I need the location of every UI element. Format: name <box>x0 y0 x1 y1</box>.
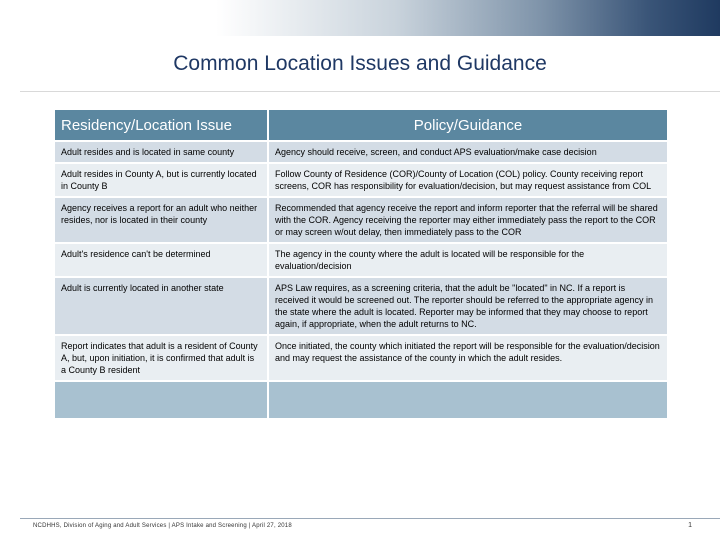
table-row <box>55 278 667 334</box>
table-row <box>55 164 667 196</box>
issue-cell: Report indicates that adult is a resident of County A, but, upon initiation, it is confirmed that adult is a County B resident <box>55 336 267 380</box>
guidance-cell <box>269 382 667 418</box>
footer-divider <box>20 518 720 519</box>
guidance-cell: Agency should receive, screen, and conduct APS evaluation/make case decision <box>269 142 667 162</box>
table-row <box>55 244 667 276</box>
table-row <box>55 198 667 242</box>
page-number: 1 <box>688 522 692 529</box>
issue-cell: Adult resides in County A, but is currently located in County B <box>55 164 267 196</box>
issue-cell: Adult resides and is located in same county <box>55 142 267 162</box>
column-header-issue: Residency/Location Issue <box>55 110 267 140</box>
page-title: Common Location Issues and Guidance <box>173 52 547 75</box>
header-gradient-band <box>0 0 720 36</box>
issue-cell: Agency receives a report for an adult who neither resides, nor is located in their county <box>55 198 267 242</box>
footer-text: NCDHHS, Division of Aging and Adult Services | APS Intake and Screening | April 27, 2018 <box>33 523 292 529</box>
guidance-cell: Once initiated, the county which initiated the report will be responsible for the evaluation/decision and may request the assistance of the county in which the adult resides. <box>269 336 667 380</box>
table-row <box>55 336 667 380</box>
column-header-guidance: Policy/Guidance <box>269 110 667 140</box>
table-row <box>55 142 667 162</box>
guidance-cell: The agency in the county where the adult is located will be responsible for the evaluation/decision <box>269 244 667 276</box>
table-header-row <box>55 110 667 140</box>
issue-cell: Adult's residence can't be determined <box>55 244 267 276</box>
guidance-table <box>53 108 669 420</box>
title-divider <box>20 91 720 92</box>
guidance-cell: APS Law requires, as a screening criteria, that the adult be "located" in NC. If a report is received it would be screened out. The reporter should be referred to the appropriate agency in the state where the adult is located. Reporter may be informed that they may choose to report again, if appropriate, when the adult returns to NC. <box>269 278 667 334</box>
issue-cell: Adult is currently located in another state <box>55 278 267 334</box>
issue-cell <box>55 382 267 418</box>
table-row-empty <box>55 382 667 418</box>
guidance-cell: Follow County of Residence (COR)/County of Location (COL) policy. County receiving report screens, COR has responsibility for evaluation/decision, but may request assistance from COL <box>269 164 667 196</box>
guidance-cell: Recommended that agency receive the report and inform reporter that the referral will be shared with the COR. Agency receiving the reporter may either immediately pass the report to the COR or may screen w/out delay, then immediately pass to the COR <box>269 198 667 242</box>
